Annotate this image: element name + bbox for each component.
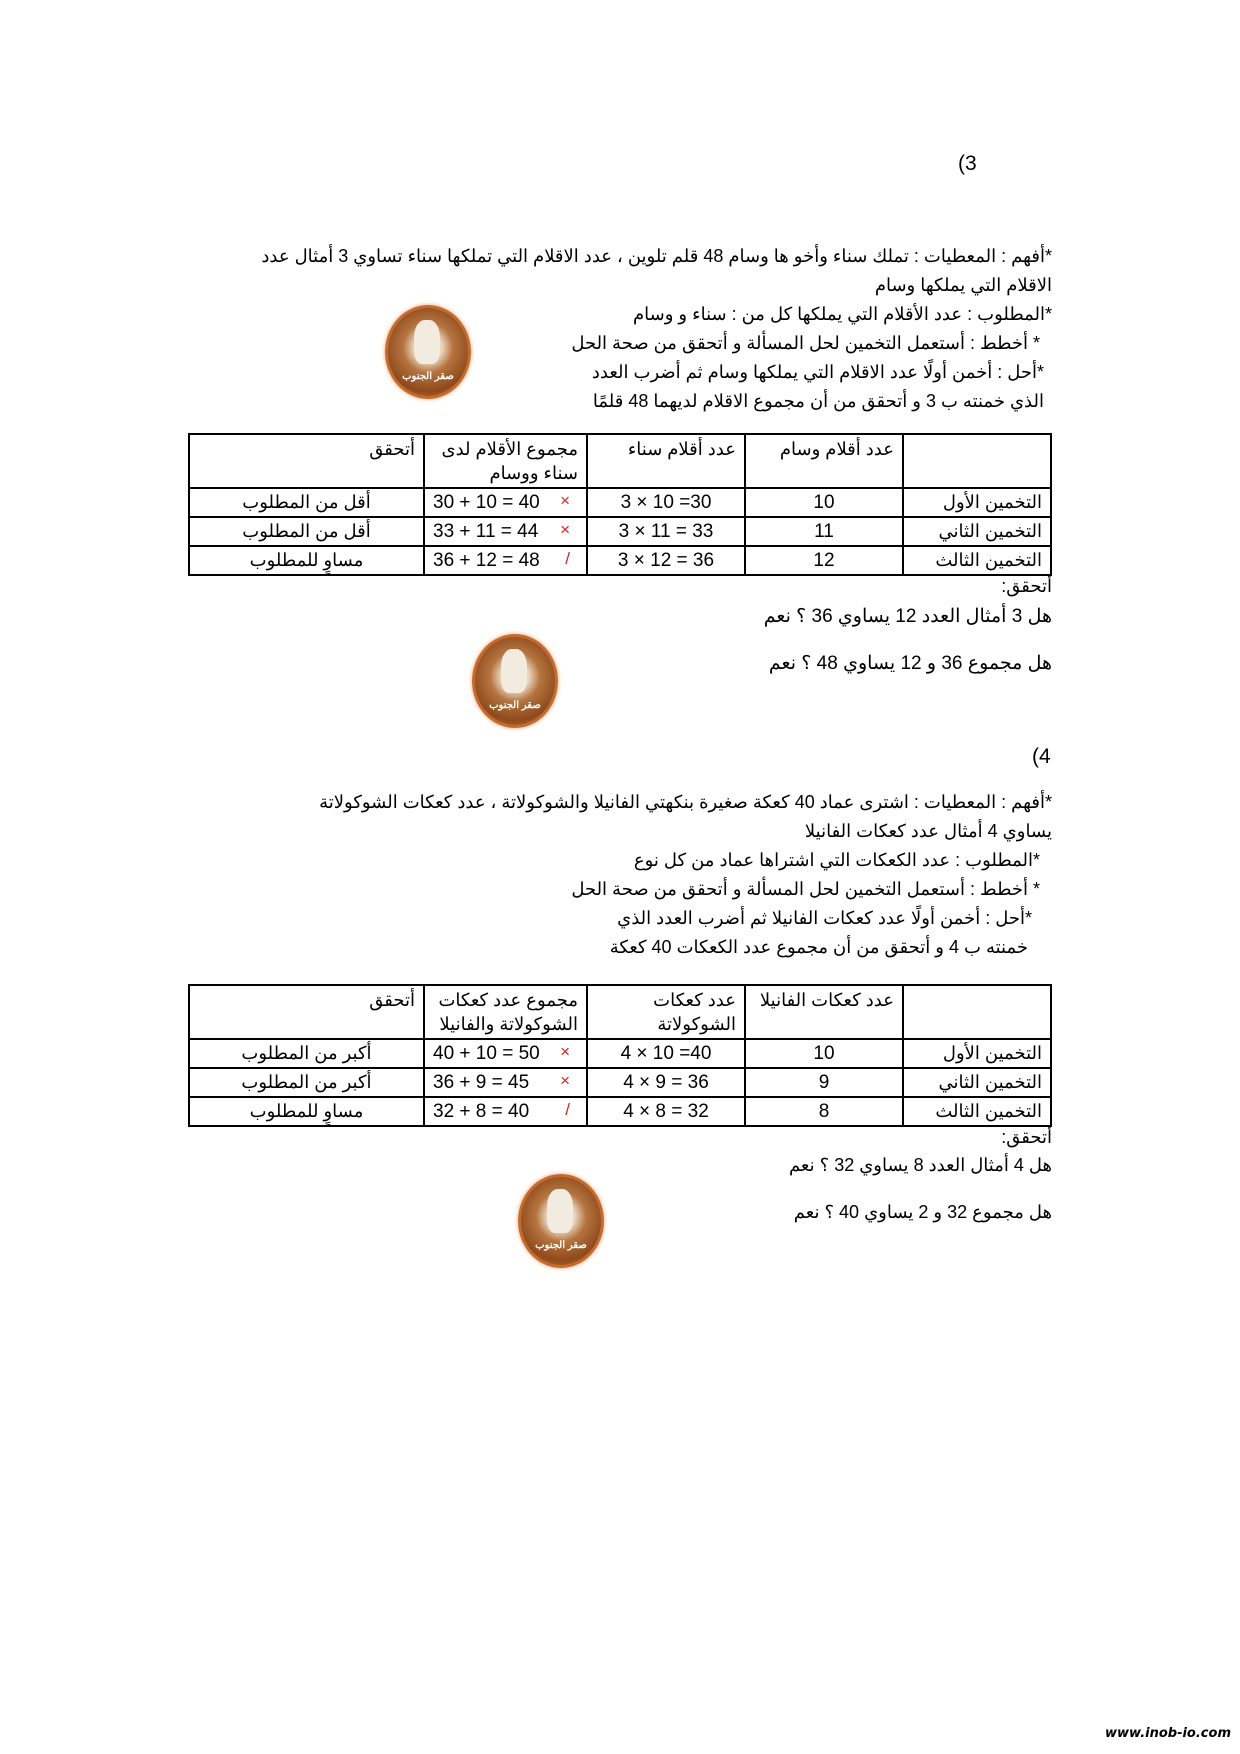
header-cell: مجموع عدد كعكات الشوكولاتة والفانيلا xyxy=(424,985,587,1039)
header-cell xyxy=(903,985,1051,1039)
table-row xyxy=(189,1039,1051,1068)
statement-line: * أخطط : أستعمل التخمين لحل المسألة و أتحقق من صحة الحل xyxy=(571,333,1040,353)
wrong-mark-icon: × xyxy=(560,1071,570,1090)
header-cell: أتحقق xyxy=(189,434,424,488)
guess-label: التخمين الثاني xyxy=(903,1068,1051,1097)
statement-line: *المطلوب : عدد الكعكات التي اشتراها عماد من كل نوع xyxy=(633,850,1040,870)
check-result: مساوٍ للمطلوب xyxy=(189,546,424,575)
statement-line: *المطلوب : عدد الأقلام التي يملكها كل من : سناء و وسام xyxy=(633,304,1052,324)
header-cell: عدد كعكات الفانيلا xyxy=(745,985,903,1039)
problem-number: (4 xyxy=(1032,745,1051,768)
product-value: 4 × 8 = 32 xyxy=(623,1100,709,1122)
table-row xyxy=(189,1068,1051,1097)
table-row xyxy=(189,488,1051,517)
wrong-mark-icon: × xyxy=(560,491,570,510)
guess-value: 10 xyxy=(813,1042,835,1064)
guess-label: التخمين الثالث xyxy=(903,546,1051,575)
header-cell: عدد أقلام وسام xyxy=(745,434,903,488)
header-cell: عدد كعكات الشوكولاتة xyxy=(587,985,745,1039)
guess-label: التخمين الأول xyxy=(903,488,1051,517)
guess-label: التخمين الأول xyxy=(903,1039,1051,1068)
sum-value: 40 + 10 = 50 xyxy=(433,1042,540,1064)
sum-value: 32 + 8 = 40 xyxy=(433,1100,530,1122)
table-header-row xyxy=(189,434,1051,488)
logo-image: صقر الجنوب xyxy=(385,305,471,399)
header-cell: مجموع الأقلام لدى سناء ووسام xyxy=(424,434,587,488)
statement-line: *أحل : أخمن أولًا عدد الاقلام التي يملكها وسام ثم أضرب العدد xyxy=(591,362,1044,382)
statement-line: يساوي 4 أمثال عدد كعكات الفانيلا xyxy=(804,821,1052,841)
footer-url: www.inob-io.com xyxy=(1105,1726,1231,1741)
guess-value: 12 xyxy=(813,549,835,571)
product-value: 3 × 10 =30 xyxy=(620,491,712,513)
guess-table xyxy=(188,433,1052,576)
wrong-mark-icon: × xyxy=(560,520,570,539)
logo-image: صقر الجنوب xyxy=(472,634,558,728)
table-row xyxy=(189,517,1051,546)
problem-statement xyxy=(319,788,1052,962)
table-row xyxy=(189,1097,1051,1126)
check-result: مساوٍ للمطلوب xyxy=(189,1097,424,1126)
correct-mark-icon: / xyxy=(565,1100,570,1119)
header-cell xyxy=(903,434,1051,488)
product-value: 3 × 12 = 36 xyxy=(617,549,715,571)
check-result: أكبر من المطلوب xyxy=(189,1068,424,1097)
product-value: 3 × 11 = 33 xyxy=(618,520,714,542)
guess-label: التخمين الثاني xyxy=(903,517,1051,546)
check-result: أقل من المطلوب xyxy=(189,517,424,546)
product-value: 4 × 9 = 36 xyxy=(623,1071,709,1093)
guess-value: 11 xyxy=(814,520,834,542)
sum-value: 36 + 9 = 45 xyxy=(433,1071,530,1093)
statement-line: خمنته ب 4 و أتحقق من أن مجموع عدد الكعكات 40 كعكة xyxy=(609,937,1028,957)
sum-value: 30 + 10 = 40 xyxy=(433,491,540,513)
statement-line: الاقلام التي يملكها وسام xyxy=(874,275,1052,295)
table-header-row xyxy=(189,985,1051,1039)
table-row xyxy=(189,546,1051,575)
check-result: أقل من المطلوب xyxy=(189,488,424,517)
guess-value: 10 xyxy=(813,491,835,513)
statement-line: * أخطط : أستعمل التخمين لحل المسألة و أتحقق من صحة الحل xyxy=(571,879,1040,899)
guess-label: التخمين الثالث xyxy=(903,1097,1051,1126)
check-result: أكبر من المطلوب xyxy=(189,1039,424,1068)
correct-mark-icon: / xyxy=(565,549,570,568)
sum-value: 33 + 11 = 44 xyxy=(433,520,539,542)
product-value: 4 × 10 =40 xyxy=(620,1042,712,1064)
guess-table xyxy=(188,984,1052,1127)
wrong-mark-icon: × xyxy=(560,1042,570,1061)
logo-image: صقر الجنوب xyxy=(518,1174,604,1268)
problem-number: (3 xyxy=(958,152,977,175)
verify-label: أتحقق: xyxy=(1001,1127,1052,1147)
guess-value: 9 xyxy=(818,1071,830,1093)
statement-line: *أحل : أخمن أولًا عدد كعكات الفانيلا ثم أضرب العدد الذي xyxy=(617,908,1032,928)
header-cell: أتحقق xyxy=(189,985,424,1039)
sum-value: 36 + 12 = 48 xyxy=(433,549,540,571)
verify-label: أتحقق: xyxy=(1001,576,1052,596)
guess-value: 8 xyxy=(818,1100,830,1122)
verify-line: هل مجموع 32 و 2 يساوي 40 ؟ نعم xyxy=(793,1202,1052,1222)
statement-line: *أفهم : المعطيات : اشترى عماد 40 كعكة صغيرة بنكهتي الفانيلا والشوكولاتة ، عدد كعكات الشوكولاتة xyxy=(319,792,1052,812)
header-cell: عدد أقلام سناء xyxy=(587,434,745,488)
problem-statement xyxy=(261,242,1052,416)
verify-line: هل 4 أمثال العدد 8 يساوي 32 ؟ نعم xyxy=(788,1155,1052,1175)
verify-line: هل مجموع 36 و 12 يساوي 48 ؟ نعم xyxy=(768,653,1052,674)
statement-line: الذي خمنته ب 3 و أتحقق من أن مجموع الاقلام لديهما 48 قلمًا xyxy=(592,391,1044,411)
verify-line: هل 3 أمثال العدد 12 يساوي 36 ؟ نعم xyxy=(763,606,1052,627)
statement-line: *أفهم : المعطيات : تملك سناء وأخو ها وسام 48 قلم تلوين ، عدد الاقلام التي تملكها سناء تساوي 3 أمثال عدد xyxy=(261,246,1052,266)
